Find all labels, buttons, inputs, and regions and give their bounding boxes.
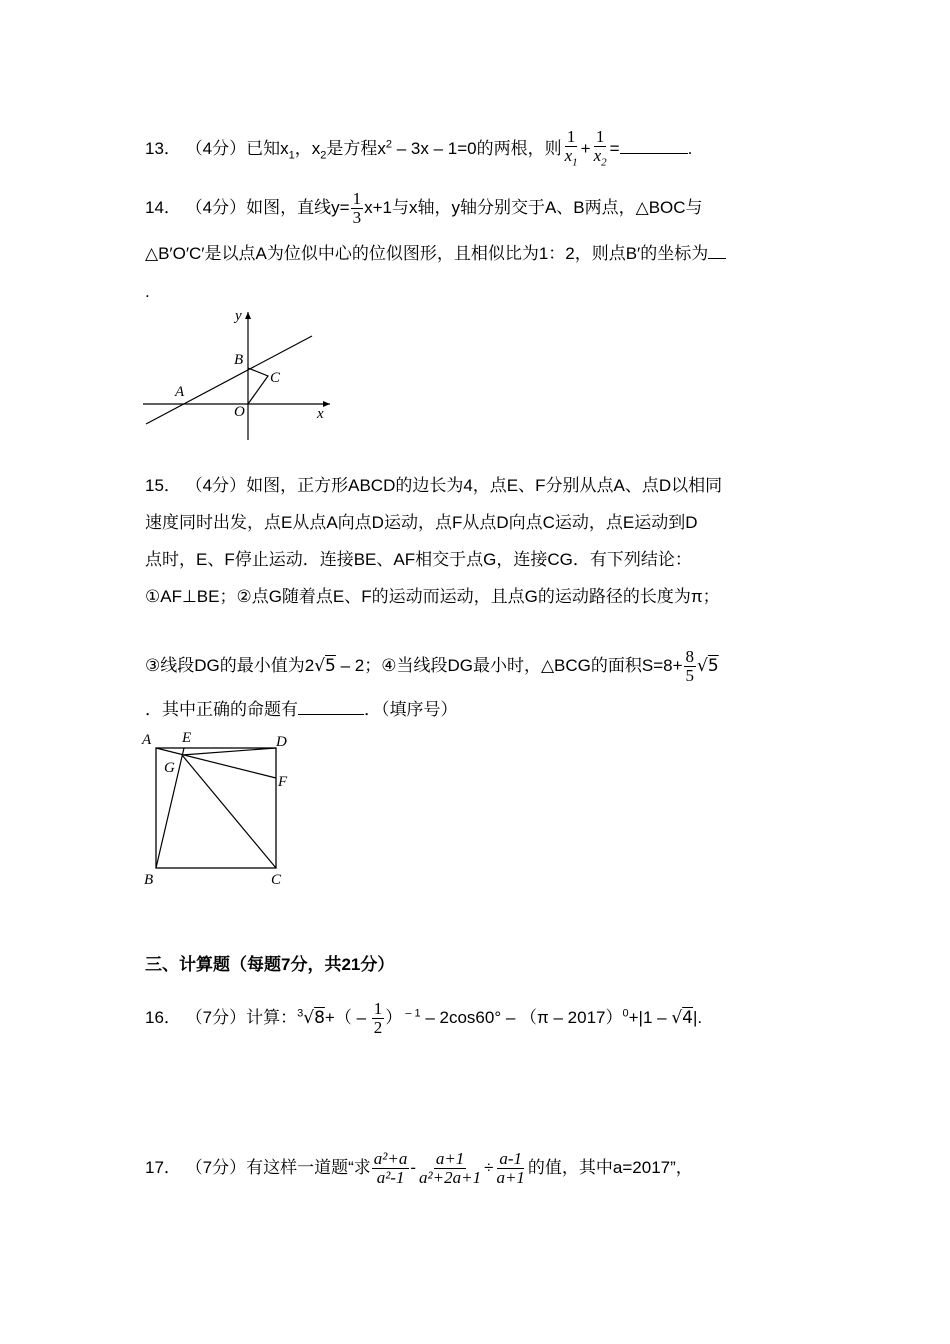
q15-frac-num: 8 [685,647,695,666]
q16-frac-den: 2 [373,1018,383,1037]
q14-number: 14． [145,197,181,217]
q17-f3-den: a+1 [496,1168,525,1187]
q17-text-a: 有这样一道题“求 [246,1157,371,1177]
q17-text-b: 的值，其中a=2017”， [527,1157,693,1177]
q17-fraction-1 [372,1150,410,1187]
q13-frac1-den [563,147,580,171]
q15-radical-1: √5 [314,655,336,676]
q15-figure [140,726,300,891]
question-15 [145,474,722,498]
q13-text-b: ，x [294,139,321,159]
q14-text-a: 如图，直线y= [246,197,350,217]
q13-text-f: . [687,139,693,159]
q17-f1-den: a²-1 [376,1168,405,1187]
q13-text-a: 已知x [246,139,289,159]
q13-text-c: 是方程x [326,139,386,159]
segment-dg [182,748,276,755]
q15-radicand-1: 5 [325,655,336,676]
q13-frac1-den-var: x [564,146,573,165]
q15-fraction [684,648,697,685]
q13-frac2-den-sub: 2 [601,156,607,169]
fig15-label-a: A [142,732,152,748]
q14-frac-num: 1 [352,189,362,208]
q15-line2-text: 速度同时出发，点E从点A向点D运动，点F从点D向点C运动，点E运动到D [145,513,698,532]
q15-radicand-2: 5 [707,655,719,676]
q17-fraction-2 [417,1150,483,1187]
q16-text-c: ） [385,1007,403,1027]
fig15-label-g: G [164,760,175,776]
q15-line-6 [145,698,458,722]
question-13 [145,128,692,171]
q14-line-3 [145,280,150,304]
q13-frac2-den [592,147,609,171]
q17-f2-den: a²+2a+1 [419,1168,482,1187]
q16-radicand-a: 8 [314,1007,325,1028]
q14-line3-text: . [145,282,150,301]
q15-frac-den: 5 [685,666,695,685]
fig15-label-d: D [276,734,287,750]
fig14-label-y: y [235,308,242,324]
question-17 [145,1150,693,1187]
x-axis-arrow [323,401,330,407]
q16-text-a: 计算： [246,1007,298,1027]
q14-fraction [351,190,364,227]
q17-fraction-3 [494,1150,526,1187]
q16-text-e: +|1 – [628,1007,672,1027]
q15-score: （4分） [185,476,247,495]
q14-frac-den: 3 [352,208,362,227]
q13-number: 13． [145,139,181,159]
q13-frac1-num: 1 [566,127,576,146]
q17-f3-num: a-1 [499,1149,523,1168]
q16-cube-root: √8 [303,1007,325,1028]
q13-score: （4分） [185,139,247,159]
q15-line-5 [145,648,719,685]
section-3-title-text: 三、计算题（每题7分，共21分） [145,955,395,974]
fig15-label-c: C [271,872,282,888]
q13-text-e: = [609,139,620,159]
q17-number: 17． [145,1157,181,1177]
fig14-label-o: O [234,404,245,420]
q13-frac2-num: 1 [595,127,605,146]
q14-line2-text: △B′O′C′是以点A为位似中心的位似图形，且相似比为1：2，则点B′的坐标为 [145,244,709,263]
q13-sup2: 2 [385,138,392,151]
section-3-title [145,953,394,977]
q16-text-b: +（ – [324,1007,371,1027]
q14-score: （4分） [185,197,247,217]
y-axis-arrow [245,312,251,319]
segment-boc [248,368,268,404]
q14-line-2 [145,242,726,266]
q16-text-f: |. [693,1007,703,1027]
q15-line6-text-b: ．（填序号） [364,700,458,719]
q15-line-2 [145,511,698,535]
q15-answer-blank[interactable] [298,714,364,715]
q17-score: （7分） [185,1157,247,1177]
question-14 [145,190,703,227]
q16-radicand-b: 4 [682,1007,693,1028]
fig15-label-f: F [278,774,288,790]
q13-plus: + [580,139,591,159]
q17-divide: ÷ [484,1157,494,1177]
line-ab [146,336,312,424]
q16-frac-num: 1 [373,999,383,1018]
q16-fraction [372,1000,385,1037]
q16-sup-b: 0 [622,1007,629,1020]
q15-radical-2: √5 [697,655,719,676]
q15-line1: 如图，正方形ABCD的边长为4，点E、F分别从点A、点D以相同 [246,476,723,495]
q16-cube-index: 3 [297,1007,304,1020]
q17-f2-num: a+1 [435,1149,465,1168]
q15-line3-text: 点时，E、F停止运动．连接BE、AF相交于点G，连接CG．有下列结论： [145,550,692,569]
q13-fraction-2 [592,128,609,171]
q15-number: 15． [145,476,181,495]
fig15-label-e: E [182,730,192,746]
q14-figure [140,306,340,446]
segment-cg [182,755,276,868]
q16-score: （7分） [185,1007,247,1027]
q15-line6-text-a: ．其中正确的命题有 [145,700,298,719]
q13-text-d: – 3x – 1=0的两根，则 [392,139,562,159]
q14-text-b: x+1与x轴，y轴分别交于A、B两点，△BOC与 [364,197,703,217]
q16-number: 16． [145,1007,181,1027]
q13-fraction-1 [563,128,580,171]
q14-answer-blank[interactable] [708,258,726,259]
fig15-label-b: B [144,872,154,888]
q16-sup-a: – 1 [402,1007,421,1020]
q13-sub2: 2 [320,149,327,162]
q17-f1-num: a²+a [373,1149,408,1168]
q15-line-4 [145,585,720,609]
fig14-label-x: x [317,406,324,422]
q16-text-d: – 2cos60° – （π – 2017） [420,1007,623,1027]
q15-line5-text-a: ③线段DG的最小值为2 [145,655,315,675]
q15-line4-text: ①AF⊥BE；②点G随着点E、F的运动而运动，且点G的运动路径的长度为π； [145,587,720,606]
fig14-label-a: A [175,384,185,400]
q13-frac2-den-var: x [593,146,602,165]
q13-answer-blank[interactable] [620,153,688,154]
q13-frac1-den-sub: 1 [572,156,578,169]
q13-sub1: 1 [288,149,295,162]
fig14-label-b: B [234,352,244,368]
q15-line-3 [145,548,692,572]
fig14-label-c: C [270,370,281,386]
q17-minus: - [410,1157,417,1177]
q16-sqrt: √4 [671,1007,693,1028]
question-16 [145,1000,702,1037]
q15-line5-text-b: – 2；④当线段DG最小时，△BCG的面积S=8+ [335,655,683,675]
